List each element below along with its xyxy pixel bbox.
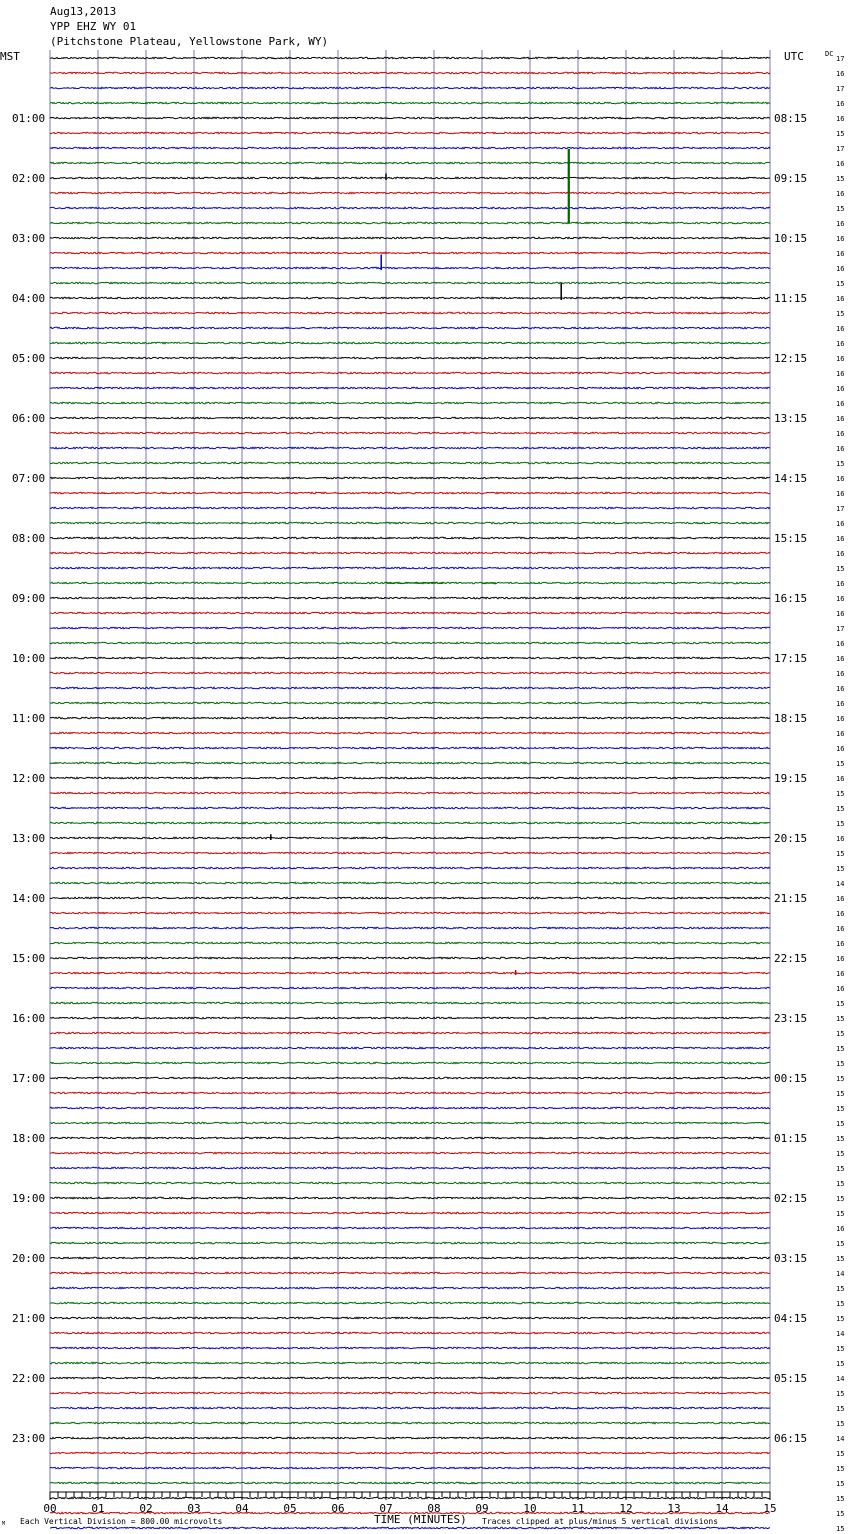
right-hour-label: 06:15 bbox=[774, 1432, 808, 1445]
left-hour-label: 22:00 bbox=[12, 1372, 46, 1385]
dc-offset-label: 15 bbox=[836, 1510, 845, 1518]
x-tick-label: 08 bbox=[427, 1502, 441, 1515]
trace-line bbox=[50, 1047, 770, 1049]
dc-offset-label: 16 bbox=[836, 370, 845, 378]
left-hour-label: 03:00 bbox=[12, 232, 46, 245]
left-hour-label: 01:00 bbox=[12, 112, 46, 125]
dc-offset-label: 15 bbox=[836, 1450, 845, 1458]
trace-line bbox=[50, 1212, 770, 1214]
left-hour-label: 05:00 bbox=[12, 352, 46, 365]
dc-offset-label: 15 bbox=[836, 1195, 845, 1203]
x-tick-label: 09 bbox=[475, 1502, 489, 1515]
trace-line bbox=[50, 417, 770, 419]
trace-line bbox=[50, 537, 770, 539]
x-tick-label: 13 bbox=[667, 1502, 681, 1515]
right-hour-label: 19:15 bbox=[774, 772, 808, 785]
location-label: (Pitchstone Plateau, Yellowstone Park, WY) bbox=[50, 35, 329, 48]
dc-offset-label: 17 bbox=[836, 505, 845, 513]
dc-offset-label: 16 bbox=[836, 235, 845, 243]
trace-line bbox=[50, 612, 770, 614]
trace-line bbox=[50, 222, 770, 224]
dc-offset-label: 16 bbox=[836, 355, 845, 363]
right-timezone-label: UTC bbox=[784, 50, 804, 63]
date-label: Aug13,2013 bbox=[50, 5, 117, 18]
trace-line bbox=[50, 792, 770, 794]
dc-offset-label: 15 bbox=[836, 1165, 845, 1173]
trace-line bbox=[50, 297, 770, 299]
dc-offset-label: 15 bbox=[836, 1105, 845, 1113]
dc-offset-label: 16 bbox=[836, 220, 845, 228]
trace-line bbox=[50, 102, 770, 104]
dc-offset-label: 16 bbox=[836, 895, 845, 903]
dc-offset-label: 15 bbox=[836, 850, 845, 858]
left-hour-label: 15:00 bbox=[12, 952, 46, 965]
right-hour-label: 16:15 bbox=[774, 592, 808, 605]
dc-offset-label: 16 bbox=[836, 910, 845, 918]
x-tick-label: 05 bbox=[283, 1502, 297, 1515]
trace-line bbox=[50, 1122, 770, 1124]
dc-offset-label: 16 bbox=[836, 925, 845, 933]
trace-line bbox=[50, 87, 770, 89]
trace-line bbox=[50, 357, 770, 359]
trace-line bbox=[50, 492, 770, 494]
trace-line bbox=[50, 867, 770, 869]
dc-offset-label: 16 bbox=[836, 475, 845, 483]
x-tick-label: 01 bbox=[91, 1502, 105, 1515]
trace-line bbox=[50, 1077, 770, 1079]
right-hour-label: 20:15 bbox=[774, 832, 808, 845]
dc-offset-label: 16 bbox=[836, 535, 845, 543]
trace-line bbox=[50, 1527, 770, 1529]
left-hour-label: 19:00 bbox=[12, 1192, 46, 1205]
trace-line bbox=[50, 117, 770, 119]
left-hour-label: 02:00 bbox=[12, 172, 46, 185]
trace-line bbox=[50, 1332, 770, 1334]
left-hour-label: 18:00 bbox=[12, 1132, 46, 1145]
dc-label: DC bbox=[825, 50, 834, 58]
trace-line bbox=[50, 597, 770, 599]
trace-line bbox=[50, 132, 770, 134]
dc-offset-label: 14 bbox=[836, 880, 845, 888]
trace-line bbox=[50, 237, 770, 239]
trace-line bbox=[50, 72, 770, 74]
trace-line bbox=[50, 402, 770, 404]
trace-line bbox=[50, 1302, 770, 1304]
dc-offset-label: 16 bbox=[836, 295, 845, 303]
x-tick-label: 03 bbox=[187, 1502, 201, 1515]
dc-offset-label: 15 bbox=[836, 1285, 845, 1293]
trace-line bbox=[50, 57, 770, 59]
dc-offset-label: 15 bbox=[836, 460, 845, 468]
trace-line bbox=[50, 1032, 770, 1034]
dc-offset-label: 15 bbox=[836, 1480, 845, 1488]
right-hour-label: 02:15 bbox=[774, 1192, 808, 1205]
dc-offset-label: 15 bbox=[836, 1255, 845, 1263]
right-hour-label: 23:15 bbox=[774, 1012, 808, 1025]
dc-offset-label: 15 bbox=[836, 1135, 845, 1143]
dc-offset-label: 15 bbox=[836, 1210, 845, 1218]
right-hour-label: 05:15 bbox=[774, 1372, 808, 1385]
dc-offset-label: 15 bbox=[836, 1465, 845, 1473]
event-marks bbox=[271, 149, 570, 975]
dc-offset-label: 16 bbox=[836, 265, 845, 273]
dc-offset-label: 16 bbox=[836, 715, 845, 723]
trace-line bbox=[50, 822, 770, 824]
trace-line bbox=[50, 1362, 770, 1364]
dc-offset-label: 16 bbox=[836, 115, 845, 123]
trace-line bbox=[50, 1377, 770, 1379]
dc-offset-label: 16 bbox=[836, 70, 845, 78]
x-tick-label: 15 bbox=[763, 1502, 777, 1515]
x-tick-label: 10 bbox=[523, 1502, 537, 1515]
right-hour-label: 04:15 bbox=[774, 1312, 808, 1325]
corner-mark: M bbox=[2, 1521, 6, 1527]
trace-line bbox=[50, 1422, 770, 1424]
dc-offset-label: 16 bbox=[836, 160, 845, 168]
trace-line bbox=[50, 1317, 770, 1319]
dc-offset-label: 16 bbox=[836, 610, 845, 618]
dc-offset-label: 16 bbox=[836, 415, 845, 423]
dc-offset-label: 16 bbox=[836, 655, 845, 663]
trace-line bbox=[50, 1257, 770, 1259]
dc-offset-label: 15 bbox=[836, 1525, 845, 1533]
trace-line bbox=[50, 732, 770, 734]
trace-line bbox=[50, 957, 770, 959]
dc-offset-label: 16 bbox=[836, 835, 845, 843]
dc-offset-label: 15 bbox=[836, 1240, 845, 1248]
trace-line bbox=[50, 477, 770, 479]
dc-offset-label: 15 bbox=[836, 1360, 845, 1368]
dc-offset-label: 15 bbox=[836, 805, 845, 813]
trace-line bbox=[50, 177, 770, 179]
trace-line bbox=[50, 762, 770, 764]
dc-offset-label: 16 bbox=[836, 385, 845, 393]
dc-offset-label: 14 bbox=[836, 1375, 845, 1383]
trace-line bbox=[50, 672, 770, 674]
trace-line bbox=[50, 627, 770, 629]
trace-line bbox=[50, 837, 770, 839]
left-hour-label: 08:00 bbox=[12, 532, 46, 545]
trace-line bbox=[50, 642, 770, 644]
right-hour-label: 00:15 bbox=[774, 1072, 808, 1085]
right-hour-label: 01:15 bbox=[774, 1132, 808, 1145]
trace-line bbox=[50, 312, 770, 314]
x-axis bbox=[43, 1492, 776, 1515]
left-hour-label: 10:00 bbox=[12, 652, 46, 665]
trace-line bbox=[50, 327, 770, 329]
trace-line bbox=[50, 747, 770, 749]
dc-offset-label: 16 bbox=[836, 745, 845, 753]
x-tick-label: 00 bbox=[43, 1502, 57, 1515]
trace-line bbox=[50, 1407, 770, 1409]
trace-line bbox=[50, 342, 770, 344]
left-hour-label: 21:00 bbox=[12, 1312, 46, 1325]
trace-line bbox=[50, 657, 770, 659]
trace-line bbox=[50, 252, 770, 254]
trace-line bbox=[50, 1392, 770, 1394]
dc-offset-label: 15 bbox=[836, 1150, 845, 1158]
left-hour-label: 14:00 bbox=[12, 892, 46, 905]
right-hour-label: 11:15 bbox=[774, 292, 808, 305]
dc-offset-label: 15 bbox=[836, 1315, 845, 1323]
dc-offset-label: 15 bbox=[836, 130, 845, 138]
trace-line bbox=[50, 1437, 770, 1439]
trace-line bbox=[50, 462, 770, 464]
trace-line bbox=[50, 1137, 770, 1139]
dc-offset-label: 15 bbox=[836, 1345, 845, 1353]
dc-offset-label: 16 bbox=[836, 190, 845, 198]
dc-offset-label: 15 bbox=[836, 1300, 845, 1308]
dc-offset-label: 16 bbox=[836, 700, 845, 708]
dc-offset-label: 16 bbox=[836, 595, 845, 603]
clip-note: Traces clipped at plus/minus 5 vertical divisions bbox=[482, 1517, 719, 1526]
trace-line bbox=[50, 1062, 770, 1064]
x-tick-label: 07 bbox=[379, 1502, 393, 1515]
dc-offset-label: 15 bbox=[836, 1180, 845, 1188]
trace-line bbox=[50, 207, 770, 209]
left-hour-label: 04:00 bbox=[12, 292, 46, 305]
left-hour-label: 11:00 bbox=[12, 712, 46, 725]
right-hour-label: 13:15 bbox=[774, 412, 808, 425]
trace-line bbox=[50, 897, 770, 899]
trace-line bbox=[50, 192, 770, 194]
trace-line bbox=[50, 942, 770, 944]
trace-line bbox=[50, 717, 770, 719]
left-hour-label: 23:00 bbox=[12, 1432, 46, 1445]
dc-offset-label: 15 bbox=[836, 865, 845, 873]
dc-offset-label: 17 bbox=[836, 85, 845, 93]
dc-offset-label: 14 bbox=[836, 1330, 845, 1338]
x-tick-label: 11 bbox=[571, 1502, 585, 1515]
trace-line bbox=[50, 1167, 770, 1169]
left-hour-label: 12:00 bbox=[12, 772, 46, 785]
dc-offset-label: 16 bbox=[836, 775, 845, 783]
x-tick-label: 06 bbox=[331, 1502, 345, 1515]
left-timezone-label: MST bbox=[0, 50, 20, 63]
dc-offset-label: 16 bbox=[836, 685, 845, 693]
trace-line bbox=[50, 987, 770, 989]
dc-offset-label: 16 bbox=[836, 340, 845, 348]
grid-lines bbox=[50, 50, 770, 1492]
dc-offset-label: 16 bbox=[836, 400, 845, 408]
dc-offset-label: 15 bbox=[836, 205, 845, 213]
dc-offset-label: 15 bbox=[836, 820, 845, 828]
dc-offset-label: 16 bbox=[836, 730, 845, 738]
right-hour-label: 08:15 bbox=[774, 112, 808, 125]
right-hour-label: 22:15 bbox=[774, 952, 808, 965]
left-hour-label: 17:00 bbox=[12, 1072, 46, 1085]
trace-line bbox=[50, 507, 770, 509]
trace-line bbox=[50, 567, 770, 569]
right-hour-label: 10:15 bbox=[774, 232, 808, 245]
left-hour-label: 06:00 bbox=[12, 412, 46, 425]
dc-offset-label: 17 bbox=[836, 145, 845, 153]
trace-line bbox=[50, 432, 770, 434]
dc-offset-label: 15 bbox=[836, 1015, 845, 1023]
trace-line bbox=[50, 1197, 770, 1199]
dc-offset-label: 14 bbox=[836, 1270, 845, 1278]
trace-line bbox=[50, 1467, 770, 1469]
x-tick-label: 12 bbox=[619, 1502, 633, 1515]
right-hour-label: 21:15 bbox=[774, 892, 808, 905]
left-hour-label: 09:00 bbox=[12, 592, 46, 605]
x-tick-label: 02 bbox=[139, 1502, 153, 1515]
trace-line bbox=[50, 387, 770, 389]
trace-line bbox=[50, 1182, 770, 1184]
dc-offset-label: 15 bbox=[836, 1075, 845, 1083]
right-hour-label: 09:15 bbox=[774, 172, 808, 185]
trace-line bbox=[50, 1152, 770, 1154]
dc-offset-label: 15 bbox=[836, 760, 845, 768]
trace-line bbox=[50, 1482, 770, 1484]
dc-offset-label: 16 bbox=[836, 490, 845, 498]
dc-offset-label: 17 bbox=[836, 625, 845, 633]
trace-line bbox=[50, 267, 770, 269]
dc-offset-label: 15 bbox=[836, 1060, 845, 1068]
trace-line bbox=[50, 1017, 770, 1019]
dc-offset-label: 15 bbox=[836, 1000, 845, 1008]
x-tick-label: 04 bbox=[235, 1502, 249, 1515]
right-hour-label: 17:15 bbox=[774, 652, 808, 665]
trace-line bbox=[50, 162, 770, 164]
dc-offset-label: 16 bbox=[836, 430, 845, 438]
dc-offset-label: 15 bbox=[836, 1405, 845, 1413]
trace-line bbox=[50, 1002, 770, 1004]
dc-offset-label: 16 bbox=[836, 250, 845, 258]
trace-line bbox=[50, 1287, 770, 1289]
x-tick-label: 14 bbox=[715, 1502, 729, 1515]
trace-line bbox=[50, 447, 770, 449]
dc-offset-label: 16 bbox=[836, 550, 845, 558]
left-hour-label: 20:00 bbox=[12, 1252, 46, 1265]
trace-lines bbox=[50, 57, 770, 1534]
trace-line bbox=[50, 147, 770, 149]
dc-offset-label: 16 bbox=[836, 580, 845, 588]
right-hour-label: 12:15 bbox=[774, 352, 808, 365]
station-label: YPP EHZ WY 01 bbox=[50, 20, 137, 33]
trace-line bbox=[50, 1452, 770, 1454]
trace-line bbox=[50, 1497, 770, 1499]
right-hour-label: 15:15 bbox=[774, 532, 808, 545]
dc-offset-label: 16 bbox=[836, 955, 845, 963]
trace-line bbox=[50, 777, 770, 779]
dc-offset-label: 15 bbox=[836, 1390, 845, 1398]
right-hour-label: 18:15 bbox=[774, 712, 808, 725]
dc-offset-label: 16 bbox=[836, 520, 845, 528]
trace-line bbox=[50, 1242, 770, 1244]
trace-line bbox=[50, 522, 770, 524]
trace-line bbox=[50, 1347, 770, 1349]
left-hour-label: 07:00 bbox=[12, 472, 46, 485]
hour-labels bbox=[12, 55, 844, 1534]
dc-offset-label: 14 bbox=[836, 1435, 845, 1443]
dc-offset-label: 16 bbox=[836, 100, 845, 108]
dc-offset-label: 15 bbox=[836, 1120, 845, 1128]
dc-offset-label: 15 bbox=[836, 1045, 845, 1053]
trace-line bbox=[50, 882, 770, 884]
dc-offset-label: 16 bbox=[836, 985, 845, 993]
dc-offset-label: 15 bbox=[836, 1030, 845, 1038]
trace-line bbox=[50, 1092, 770, 1094]
trace-line bbox=[50, 552, 770, 554]
left-hour-label: 16:00 bbox=[12, 1012, 46, 1025]
trace-line bbox=[50, 687, 770, 689]
dc-offset-label: 16 bbox=[836, 970, 845, 978]
trace-line bbox=[50, 927, 770, 929]
right-hour-label: 14:15 bbox=[774, 472, 808, 485]
dc-offset-label: 15 bbox=[836, 1090, 845, 1098]
dc-offset-label: 16 bbox=[836, 1225, 845, 1233]
dc-offset-label: 15 bbox=[836, 280, 845, 288]
right-hour-label: 03:15 bbox=[774, 1252, 808, 1265]
trace-line bbox=[50, 282, 770, 284]
trace-line bbox=[50, 702, 770, 704]
trace-line bbox=[50, 1107, 770, 1109]
trace-line bbox=[50, 912, 770, 914]
dc-offset-label: 15 bbox=[836, 1420, 845, 1428]
dc-offset-label: 15 bbox=[836, 1495, 845, 1503]
dc-offset-label: 15 bbox=[836, 565, 845, 573]
dc-offset-label: 15 bbox=[836, 175, 845, 183]
dc-offset-label: 16 bbox=[836, 325, 845, 333]
trace-line bbox=[50, 1227, 770, 1229]
dc-offset-label: 15 bbox=[836, 310, 845, 318]
trace-line bbox=[50, 807, 770, 809]
scale-note: Each Vertical Division = 800.00 microvolts bbox=[20, 1517, 223, 1526]
trace-line bbox=[50, 1272, 770, 1274]
trace-line bbox=[50, 972, 770, 974]
dc-offset-label: 16 bbox=[836, 670, 845, 678]
trace-line bbox=[50, 852, 770, 854]
dc-offset-label: 16 bbox=[836, 640, 845, 648]
dc-offset-label: 15 bbox=[836, 790, 845, 798]
trace-line bbox=[50, 372, 770, 374]
dc-offset-label: 17 bbox=[836, 55, 845, 63]
x-axis-label: TIME (MINUTES) bbox=[374, 1513, 467, 1526]
dc-offset-label: 16 bbox=[836, 940, 845, 948]
dc-offset-label: 16 bbox=[836, 445, 845, 453]
left-hour-label: 13:00 bbox=[12, 832, 46, 845]
